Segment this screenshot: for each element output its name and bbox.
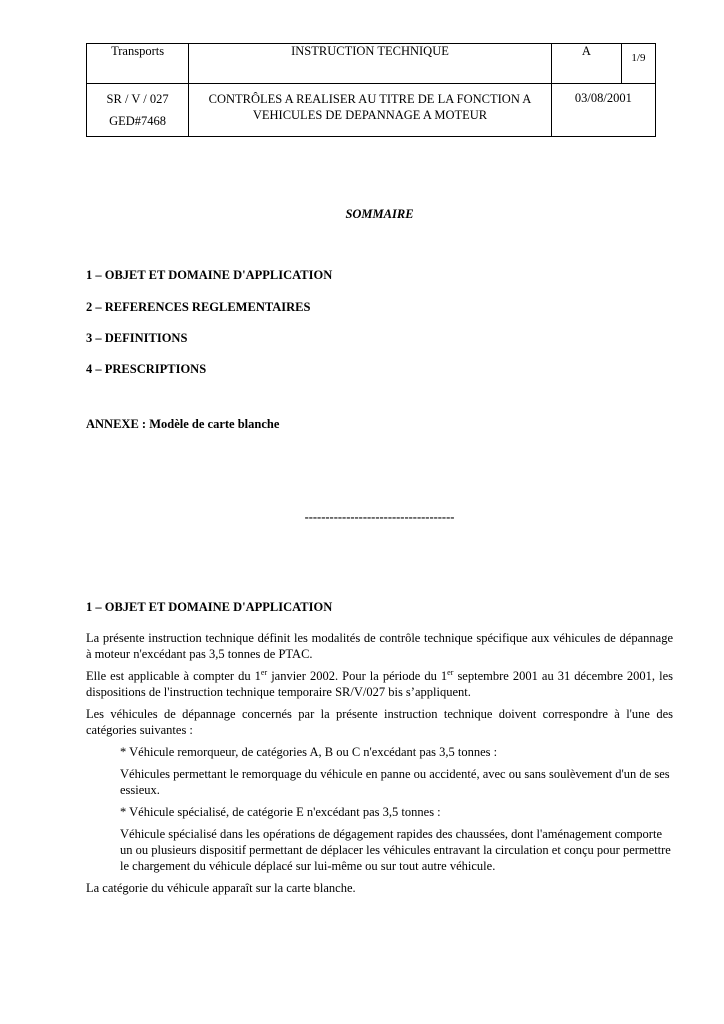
toc-annexe: ANNEXE : Modèle de carte blanche xyxy=(86,417,280,431)
category-2-description: Véhicule spécialisé dans les opérations de dégagement rapides des chaussées, dont l'aménagement comporte un ou plusieurs dispositif permettant de déplacer les véhicules entravant la circulation et conçu pour permettre le chargement du véhicule déplacé sur lui-même ou sur tout autre véhicule. xyxy=(120,827,671,873)
section-separator: ------------------------------------ xyxy=(304,510,455,524)
section-1-heading: 1 – OBJET ET DOMAINE D'APPLICATION xyxy=(86,600,333,614)
toc-item-3: 3 – DEFINITIONS xyxy=(86,331,188,345)
header-subject xyxy=(189,84,552,137)
category-2-title: * Véhicule spécialisé, de catégorie E n'excédant pas 3,5 tonnes : xyxy=(120,805,441,819)
toc-item-1: 1 – OBJET ET DOMAINE D'APPLICATION xyxy=(86,268,333,282)
paragraph-4: La catégorie du véhicule apparaît sur la carte blanche. xyxy=(86,881,356,895)
header-reference xyxy=(87,84,189,137)
header-org: Transports xyxy=(87,44,189,84)
header-revision: A xyxy=(551,44,621,84)
toc-item-4: 4 – PRESCRIPTIONS xyxy=(86,362,207,376)
category-1-description: Véhicules permettant le remorquage du véhicule en panne ou accidenté, avec ou sans soulèvement d'un de ses essieux. xyxy=(120,767,670,797)
header-title: INSTRUCTION TECHNIQUE xyxy=(189,44,552,84)
toc-item-2: 2 – REFERENCES REGLEMENTAIRES xyxy=(86,300,311,314)
header-date: 03/08/2001 xyxy=(551,84,655,137)
document-header-table xyxy=(86,43,656,137)
sommaire-title: SOMMAIRE xyxy=(345,207,414,221)
header-ref-line1: SR / V / 027 xyxy=(106,92,169,106)
section-1-body xyxy=(86,630,673,902)
header-subject-line1: CONTRÔLES A REALISER AU TITRE DE LA FONCTION A xyxy=(208,92,532,106)
paragraph-3: Les véhicules de dépannage concernés par la présente instruction technique doivent correspondre à l'une des catégories suivantes : xyxy=(86,707,673,737)
header-subject-line2: VEHICULES DE DEPANNAGE A MOTEUR xyxy=(252,108,488,122)
paragraph-2: Elle est applicable à compter du 1er janvier 2002. Pour la période du 1er septembre 2001 au 31 décembre 2001, les dispositions de l'instruction technique temporaire SR/V/027 bis s’appliquent. xyxy=(86,667,673,699)
header-ref-line2: GED#7468 xyxy=(109,114,167,128)
paragraph-1: La présente instruction technique définit les modalités de contrôle technique spécifique aux véhicules de dépannage à moteur n'excédant pas 3,5 tonnes de PTAC. xyxy=(86,631,673,661)
category-1-title: * Véhicule remorqueur, de catégories A, B ou C n'excédant pas 3,5 tonnes : xyxy=(120,745,498,759)
header-page-number: 1/9 xyxy=(621,44,655,84)
